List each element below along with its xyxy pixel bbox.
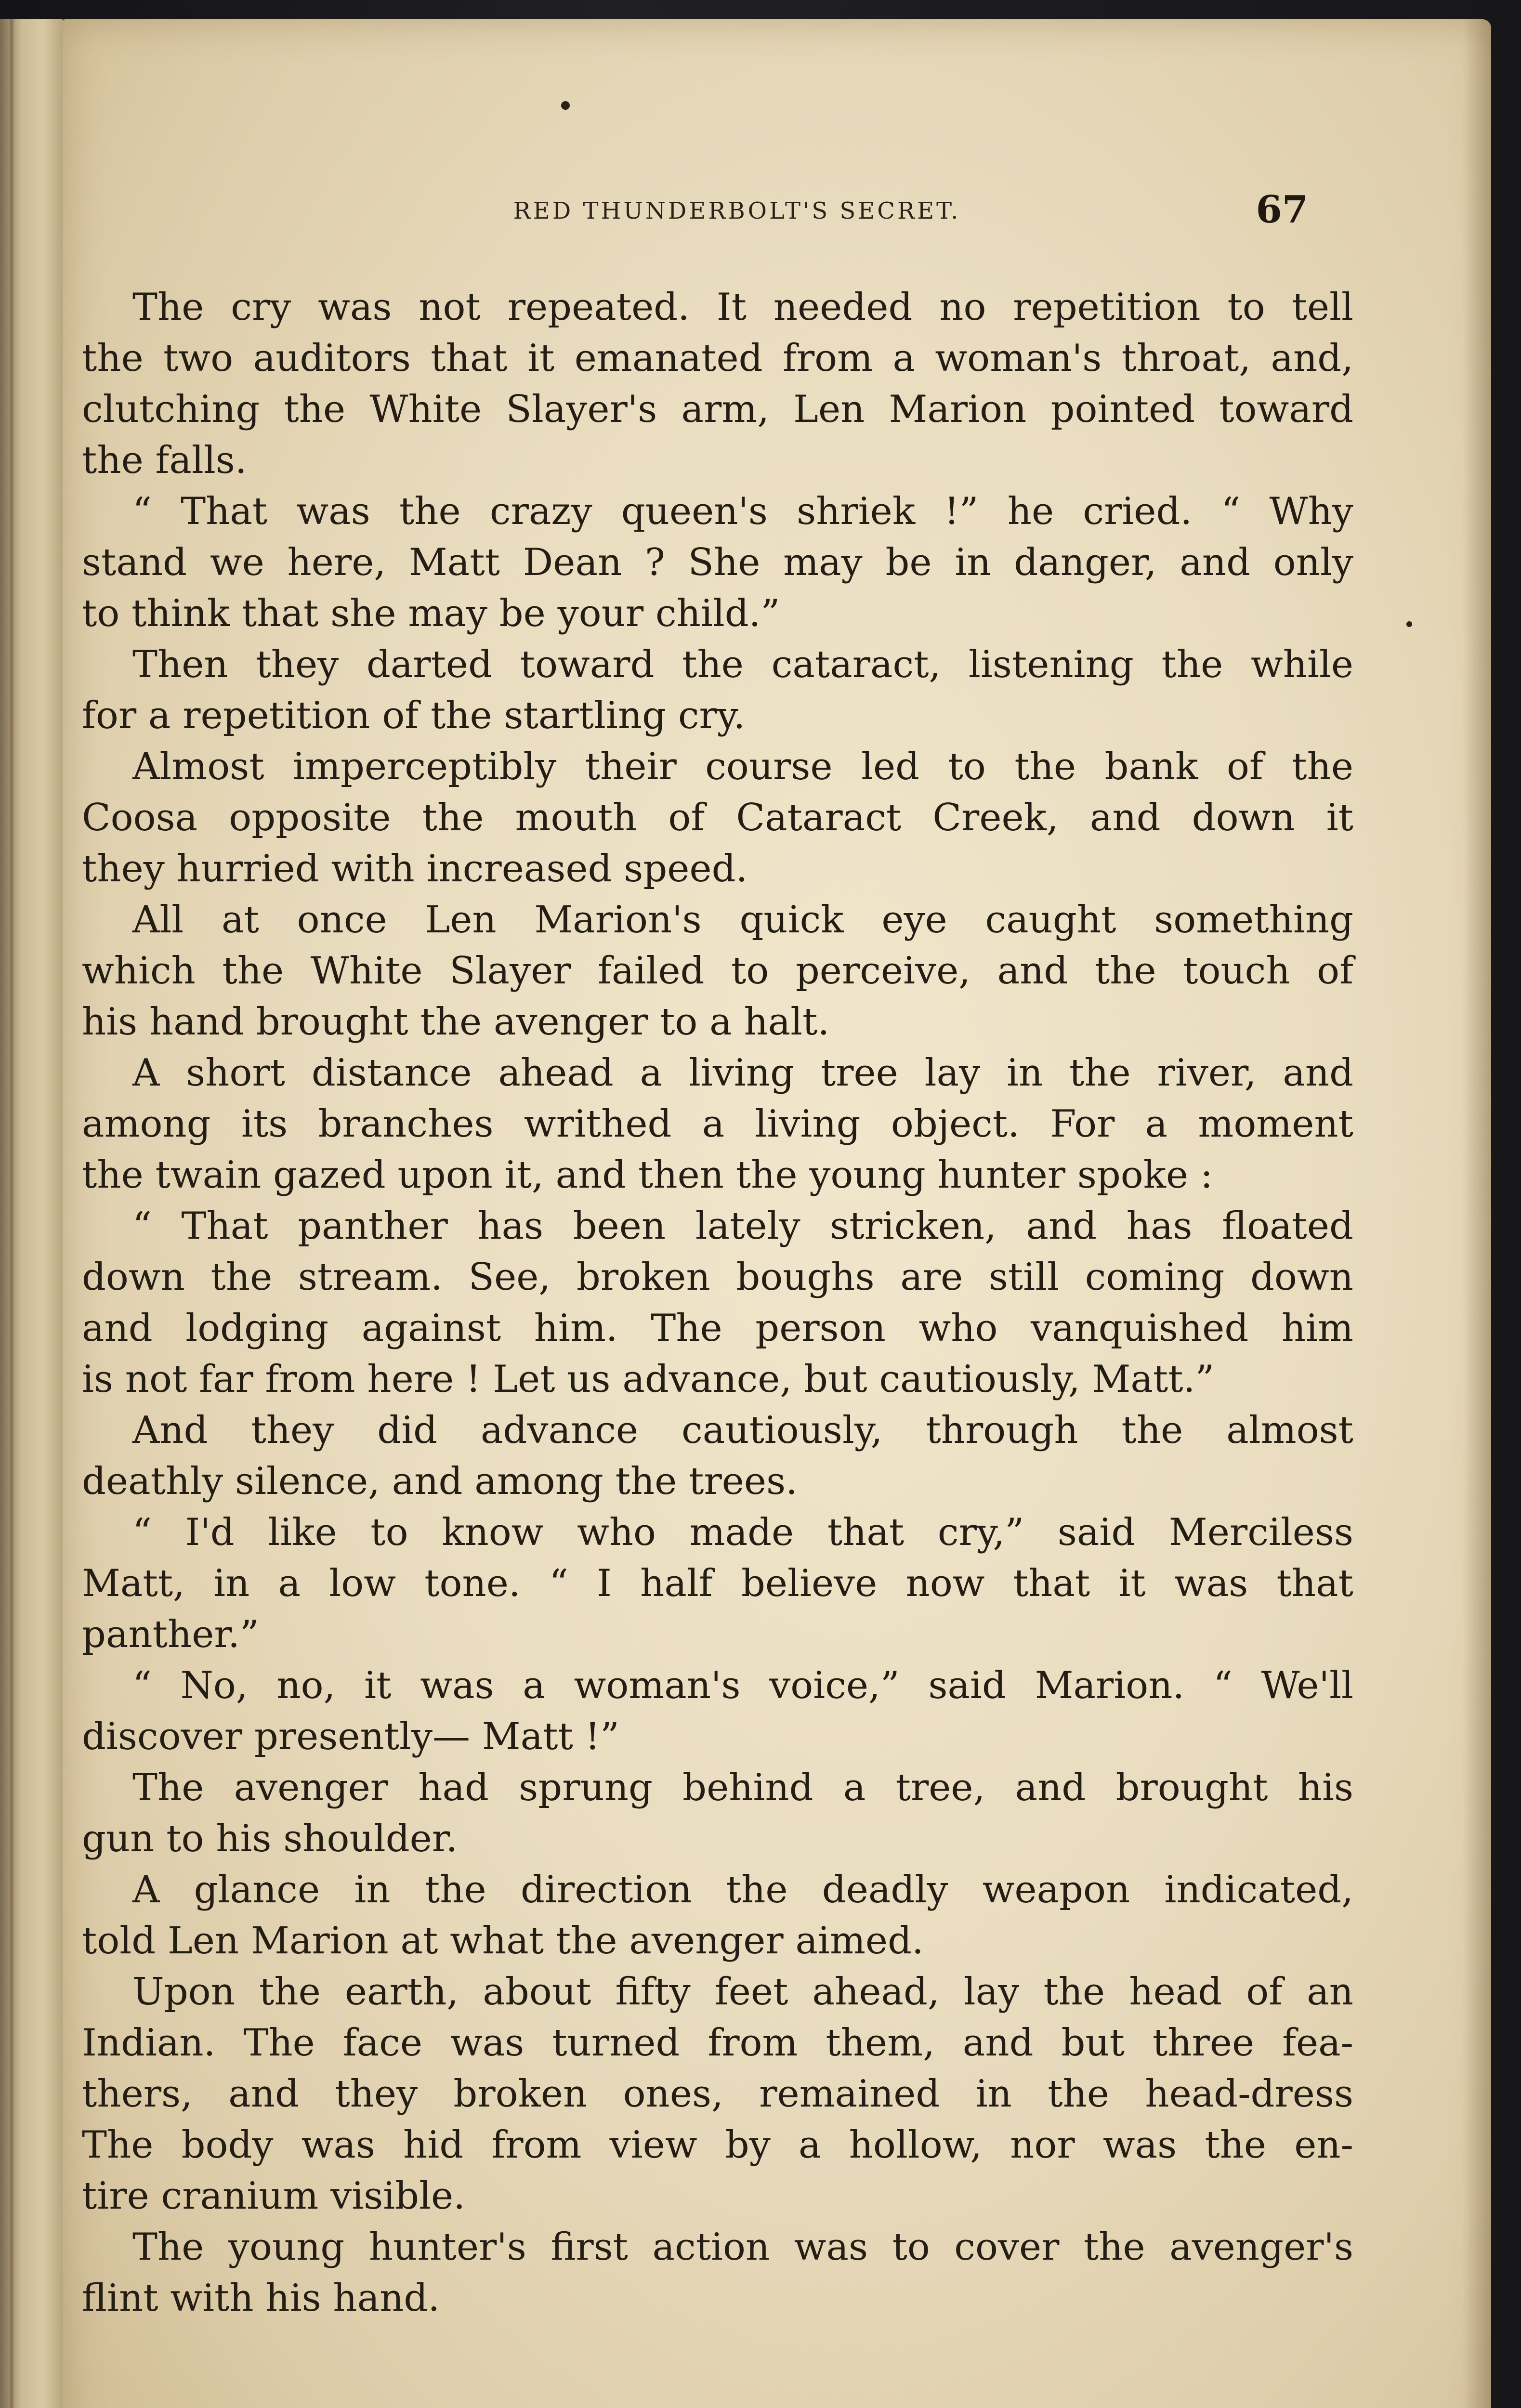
text-line: the twain gazed upon it, and then the young hunter spoke : (82, 1153, 1213, 1197)
text-line: Indian. The face was turned from them, and but three fea- (82, 2021, 1353, 2065)
paragraph (82, 1660, 1353, 1762)
paragraph (82, 1047, 1353, 1201)
text-line: discover presently— Matt !” (82, 1715, 619, 1758)
paragraph (82, 1966, 1353, 2222)
text-line: is not far from here ! Let us advance, but cautiously, Matt.” (82, 1358, 1215, 1401)
paragraph (82, 2222, 1353, 2324)
text-line: to think that she may be your child.” (82, 592, 780, 635)
text-line: deathly silence, and among the trees. (82, 1460, 798, 1503)
text-line: down the stream. See, broken boughs are still coming down (82, 1256, 1353, 1299)
paragraph (82, 1762, 1353, 1864)
paragraph (82, 741, 1353, 894)
text-line: A short distance ahead a living tree lay in the river, and (132, 1051, 1353, 1095)
paragraph (82, 282, 1353, 486)
text-line: And they did advance cautiously, through the almost (132, 1409, 1353, 1452)
text-line: Matt, in a low tone. “ I half believe now that it was that (82, 1562, 1353, 1605)
text-line: which the White Slayer failed to perceive, and the touch of (82, 949, 1353, 993)
text-line: tire cranium visible. (82, 2174, 465, 2218)
adjacent-page-edge (0, 19, 66, 2408)
text-line: Then they darted toward the cataract, listening the while (132, 643, 1353, 686)
text-line: “ I'd like to know who made that cry,” said Merciless (132, 1511, 1353, 1554)
text-line: the falls. (82, 439, 247, 482)
running-head (63, 188, 1491, 236)
text-line: The cry was not repeated. It needed no repetition to tell (132, 286, 1353, 329)
page-number: 67 (1256, 188, 1308, 232)
text-line: “ That panther has been lately stricken, and has floated (132, 1204, 1353, 1248)
text-line: Upon the earth, about fifty feet ahead, lay the head of an (132, 1970, 1353, 2014)
ink-speck (561, 101, 570, 110)
text-line: clutching the White Slayer's arm, Len Marion pointed toward (82, 388, 1353, 431)
text-line: and lodging against him. The person who vanquished him (82, 1307, 1353, 1350)
text-line: panther.” (82, 1613, 259, 1656)
text-line: the two auditors that it emanated from a woman's throat, and, (82, 337, 1353, 380)
paragraph (82, 1201, 1353, 1405)
text-line: Almost imperceptibly their course led to the bank of the (132, 745, 1353, 788)
text-line: flint with his hand. (82, 2277, 440, 2320)
text-line: All at once Len Marion's quick eye caught something (132, 898, 1353, 942)
paragraph (82, 894, 1353, 1047)
paragraph (82, 486, 1353, 639)
text-line: among its branches writhed a living object. For a moment (82, 1102, 1353, 1146)
text-line: stand we here, Matt Dean ? She may be in danger, and only (82, 541, 1353, 584)
text-line: told Len Marion at what the avenger aimed. (82, 1919, 924, 1963)
text-line: his hand brought the avenger to a halt. (82, 1000, 830, 1044)
text-line: for a repetition of the startling cry. (82, 694, 746, 737)
body-text (82, 282, 1353, 2324)
book-page (63, 19, 1491, 2408)
ink-speck (1406, 621, 1412, 627)
text-line: they hurried with increased speed. (82, 847, 748, 890)
text-line: Coosa opposite the mouth of Cataract Creek, and down it (82, 796, 1353, 839)
running-title: RED THUNDERBOLT'S SECRET. (513, 197, 961, 224)
text-line: The body was hid from view by a hollow, nor was the en- (82, 2123, 1353, 2167)
text-line: The young hunter's first action was to cover the avenger's (132, 2225, 1353, 2269)
text-line: “ That was the crazy queen's shriek !” he cried. “ Why (132, 490, 1353, 533)
text-line: gun to his shoulder. (82, 1817, 458, 1860)
paragraph (82, 1864, 1353, 1966)
text-line: The avenger had sprung behind a tree, and brought his (132, 1766, 1353, 1809)
paragraph (82, 1405, 1353, 1507)
text-line: thers, and they broken ones, remained in the head-dress (82, 2072, 1353, 2116)
text-line: A glance in the direction the deadly weapon indicated, (132, 1868, 1353, 1911)
paragraph (82, 1507, 1353, 1660)
paragraph (82, 639, 1353, 741)
text-line: “ No, no, it was a woman's voice,” said Marion. “ We'll (132, 1664, 1353, 1707)
